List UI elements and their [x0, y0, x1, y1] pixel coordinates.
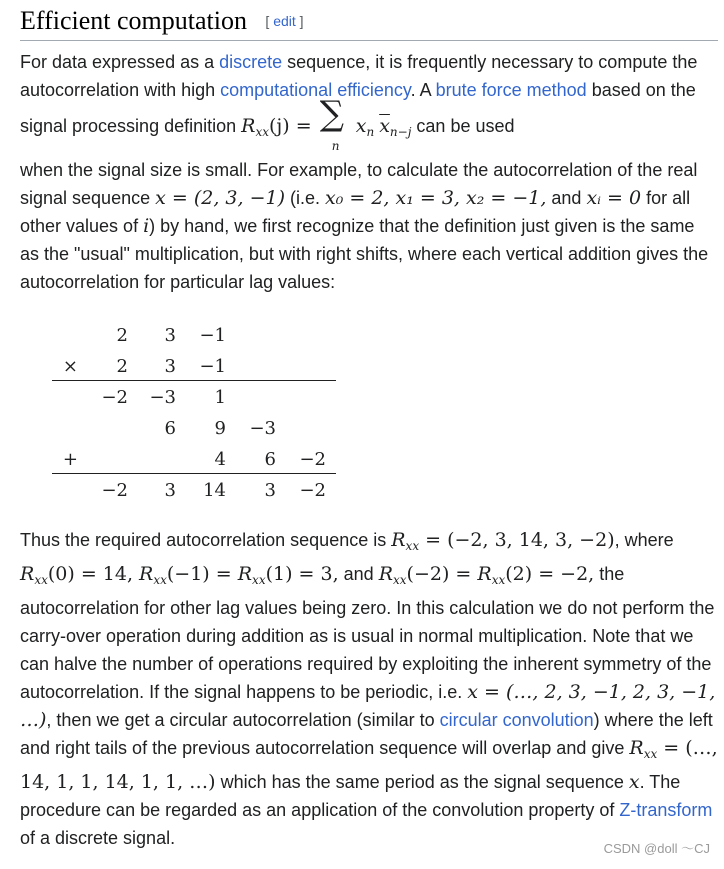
- section-title: Efficient computation: [20, 6, 247, 35]
- edit-bracket-open: [: [265, 13, 274, 29]
- formula-r: R: [629, 737, 644, 759]
- text: which has the same period as the signal sequence: [215, 772, 629, 792]
- link-z-transform[interactable]: Z-transform: [619, 800, 713, 820]
- table-divider: [52, 473, 336, 474]
- formula-r: R: [391, 529, 406, 551]
- table-cell: −2: [299, 449, 326, 470]
- formula-result: = (−2, 3, 14, 3, −2): [419, 529, 615, 551]
- link-circular-convolution[interactable]: circular convolution: [439, 710, 594, 730]
- formula-r: R: [378, 563, 393, 585]
- table-cell: −2: [101, 480, 128, 501]
- link-computational-efficiency[interactable]: computational efficiency: [220, 80, 411, 100]
- formula-sequence: x = (2, 3, −1): [155, 187, 285, 209]
- formula-r0: (0) = 14,: [47, 563, 140, 585]
- watermark: CSDN @doll ～CJ: [603, 841, 710, 856]
- table-row: [52, 382, 336, 413]
- text: of a discrete signal.: [20, 828, 176, 848]
- formula-r-sub: xx: [255, 125, 269, 139]
- table-row: [52, 351, 336, 382]
- text: the autocorrelation for other lag values being zero. In this calculation we do not perform the carry-over operation during addition as is usual in normal multiplication. Note that we can halve the number of operations required by exploiting the inherent symmetry of the autocorrelation. If the signal happens to be periodic, i.e.: [20, 564, 715, 702]
- formula-periodic: x = (…, 2, 3, −1, 2, 3, −1, …): [20, 681, 716, 731]
- formula-r-sub: xx: [643, 747, 658, 761]
- table-divider: [52, 380, 336, 381]
- formula-r: R: [139, 563, 154, 585]
- table-cell: +: [62, 449, 78, 470]
- table-cell: −3: [149, 387, 176, 408]
- text: and: [546, 188, 587, 208]
- table-cell: 6: [164, 418, 176, 439]
- formula-xbar: $\overline{x}$: [379, 115, 390, 137]
- formula-r-sub: xx: [34, 573, 48, 587]
- formula-r1: (1) = 3,: [265, 563, 339, 585]
- link-brute-force-method[interactable]: brute force method: [435, 80, 587, 100]
- table-cell: 4: [214, 449, 226, 470]
- table-cell: 3: [164, 480, 176, 501]
- formula-x: x: [628, 771, 640, 793]
- table-cell: 2: [116, 356, 128, 377]
- autocorrelation-formula: [241, 94, 412, 153]
- table-cell: 1: [214, 387, 226, 408]
- table-cell: 9: [214, 418, 226, 439]
- link-discrete[interactable]: discrete: [219, 52, 283, 72]
- table-cell: −1: [199, 356, 226, 377]
- formula-r-sub: xx: [491, 573, 506, 587]
- text: when the signal size is small. For example, to calculate the autocorrelation of the real signal sequence: [20, 160, 698, 208]
- edit-section: [265, 13, 303, 29]
- formula-xbar-sub: n−j: [389, 125, 412, 139]
- text: ) where the left and right tails of the previous autocorrelation sequence will overlap and give: [20, 710, 713, 758]
- table-cell: ×: [62, 356, 78, 377]
- formula-r: R: [237, 563, 253, 585]
- table-cell: 3: [164, 356, 176, 377]
- formula-i: i: [143, 215, 150, 237]
- text: and: [338, 564, 379, 584]
- table-cell: 3: [264, 480, 276, 501]
- text: , then we get a circular autocorrelation (similar to: [46, 710, 440, 730]
- table-cell: 14: [203, 480, 226, 501]
- formula-r-sub: xx: [405, 539, 420, 553]
- table-cell: −3: [249, 418, 276, 439]
- table-row: [52, 413, 336, 444]
- text: . The procedure can be regarded as an application of the convolution property of: [20, 772, 681, 820]
- text: . A: [410, 80, 436, 100]
- text: for all other values of: [20, 188, 691, 236]
- table-row-result: [52, 475, 336, 506]
- table-cell: 2: [116, 325, 128, 346]
- formula-r-sub: xx: [252, 573, 266, 587]
- table-cell: 3: [164, 325, 176, 346]
- text: ) by hand, we first recognize that the definition just given is the same as the "usual" multiplication, but with right shifts, where each vertical addition gives the autocorrelation for particular lag values:: [20, 216, 709, 292]
- text: , where: [614, 530, 674, 550]
- sum-sign: ∑: [319, 94, 344, 134]
- formula-arg: (j) =: [269, 115, 318, 137]
- formula-r: R: [20, 563, 35, 585]
- edit-link[interactable]: edit: [273, 13, 296, 29]
- text: can be used: [411, 116, 515, 136]
- formula-circular: = (…, 14, 1, 1, 14, 1, 1, …): [20, 737, 718, 793]
- paragraph-result: [20, 526, 718, 852]
- sum-index: n: [331, 139, 340, 153]
- text: (i.e.: [285, 188, 326, 208]
- formula-r-minus2: (−2) =: [406, 563, 478, 585]
- paragraph-intro: [20, 48, 718, 153]
- text: based on the signal processing definition: [20, 80, 696, 136]
- formula-xi: xᵢ = 0: [586, 187, 642, 209]
- formula-r: R: [241, 115, 256, 137]
- formula-r2: (2) = −2,: [505, 563, 595, 585]
- section-heading: [20, 2, 718, 41]
- table-row: [52, 444, 336, 475]
- formula-x-sub: n: [366, 125, 375, 139]
- edit-bracket-close: ]: [295, 13, 304, 29]
- formula-x: x: [355, 115, 367, 137]
- paragraph-example: [20, 156, 718, 296]
- formula-r-sub: xx: [153, 573, 167, 587]
- formula-r: R: [477, 563, 492, 585]
- table-cell: 6: [264, 449, 276, 470]
- table-cell: −2: [299, 480, 326, 501]
- table-row: [52, 320, 336, 351]
- text: For data expressed as a: [20, 52, 220, 72]
- formula-r-sub: xx: [393, 573, 407, 587]
- text: Thus the required autocorrelation sequence is: [20, 530, 392, 550]
- formula-r-minus1: (−1) =: [166, 563, 238, 585]
- table-cell: −1: [199, 325, 226, 346]
- table-cell: −2: [101, 387, 128, 408]
- formula-values: x₀ = 2, x₁ = 3, x₂ = −1,: [325, 187, 547, 209]
- text: sequence, it is frequently necessary to compute the autocorrelation with high: [20, 52, 698, 100]
- multiplication-table: [52, 320, 336, 506]
- summation: [318, 94, 356, 153]
